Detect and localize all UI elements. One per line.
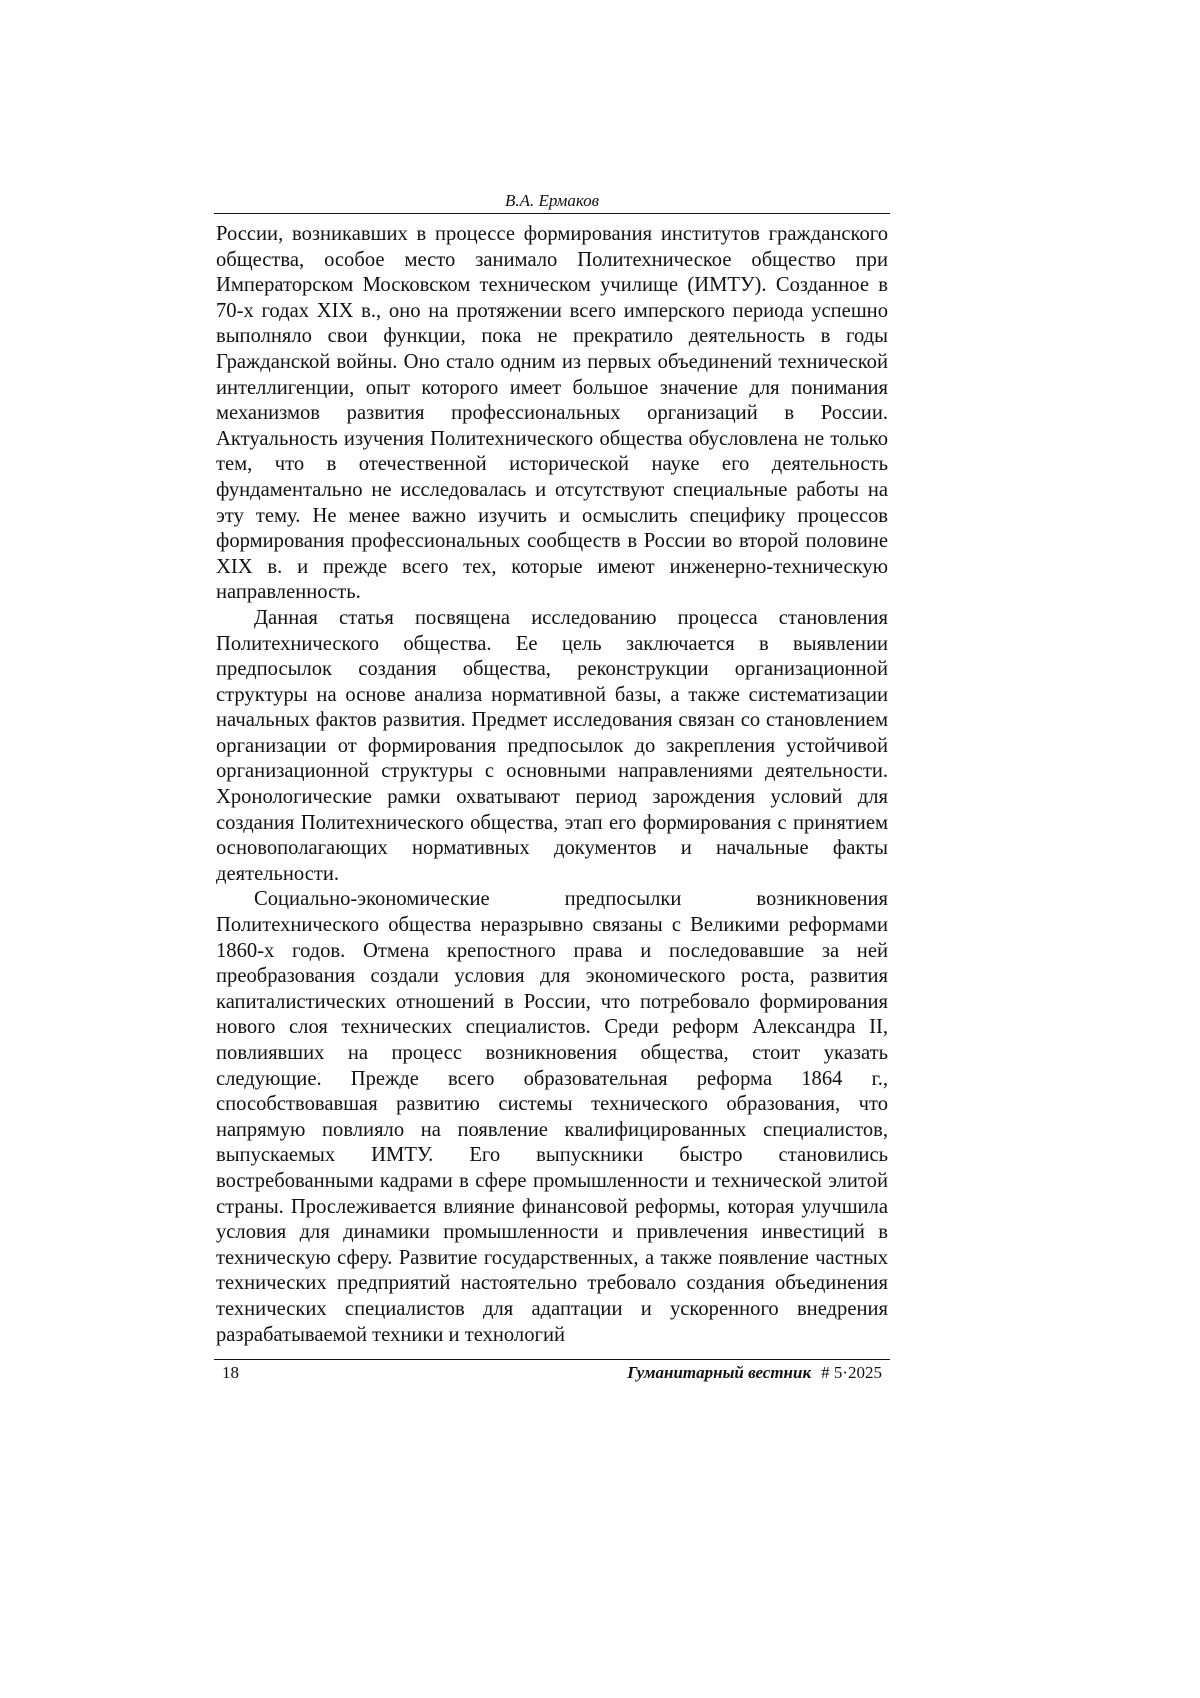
paragraph-2: Данная статья посвящена исследованию процесса становления Политехнического общества. Ее цель заключается в выявлении предпосылок создания общества, реконструкции организационной структуры на основе анализа нормативной базы, а также систематизации начальных фактов развития. Предмет исследования связан со становлением организации от формирования предпосылок до закрепления устойчивой организационной структуры с основными направлениями деятельности. Хронологические рамки охватывают период зарождения условий для создания Политехнического общества, этап его формирования с принятием основополагающих нормативных документов и начальные факты деятельности. xyxy=(216,606,888,885)
paragraph-1: России, возникавших в процессе формирования институтов гражданского общества, особое место занимало Политехническое общество при Императорском Московском техническом училище (ИМТУ). Созданное в 70-х годах XIX в., оно на протяжении всего имперского периода успешно выполняло свои функции, пока не прекратило деятельность в годы Гражданской войны. Оно стало одним из первых объединений технической интеллигенции, опыт которого имеет большое значение для понимания механизмов развития профессиональных организаций в России. Актуальность изучения Политехнического общества обусловлена не только тем, что в отечественной исторической науке его деятельность фундаментально не исследовалась и отсутствуют специальные работы на эту тему. Не менее важно изучить и осмыслить специфику процессов формирования профессиональных сообществ в России во второй половине XIX в. и прежде всего тех, которые имеют инженерно-техническую направленность. xyxy=(216,223,888,604)
article-body xyxy=(216,222,888,1348)
header-rule xyxy=(214,213,890,214)
issue-number: # 5·2025 xyxy=(821,1363,882,1382)
journal-info xyxy=(627,1362,882,1384)
page-number: 18 xyxy=(222,1363,239,1382)
running-head-author: В.А. Ермаков xyxy=(504,191,600,210)
page-footer xyxy=(214,1362,890,1386)
footer-rule xyxy=(214,1359,890,1360)
journal-name: Гуманитарный вестник xyxy=(627,1363,812,1382)
paragraph-3: Социально-экономические предпосылки возникновения Политехнического общества неразрывно связаны с Великими реформами 1860-х годов. Отмена крепостного права и последовавшие за ней преобразования создали условия для экономического роста, развития капиталистических отношений в России, что потребовало формирования нового слоя технических специалистов. Среди реформ Александра II, повлиявших на процесс возникновения общества, стоит указать следующие. Прежде всего образовательная реформа 1864 г., способствовавшая развитию системы технического образования, что напрямую повлияло на появление квалифицированных специалистов, выпускаемых ИМТУ. Его выпускники быстро становились востребованными кадрами в сфере промышленности и технической элитой страны. Прослеживается влияние финансовой реформы, которая улучшила условия для динамики промышленности и привлечения инвестиций в техническую сферу. Развитие государственных, а также появление частных технических предприятий настоятельно требовало создания объединения технических специалистов для адаптации и ускоренного внедрения разрабатываемой техники и технологий xyxy=(216,888,888,1346)
